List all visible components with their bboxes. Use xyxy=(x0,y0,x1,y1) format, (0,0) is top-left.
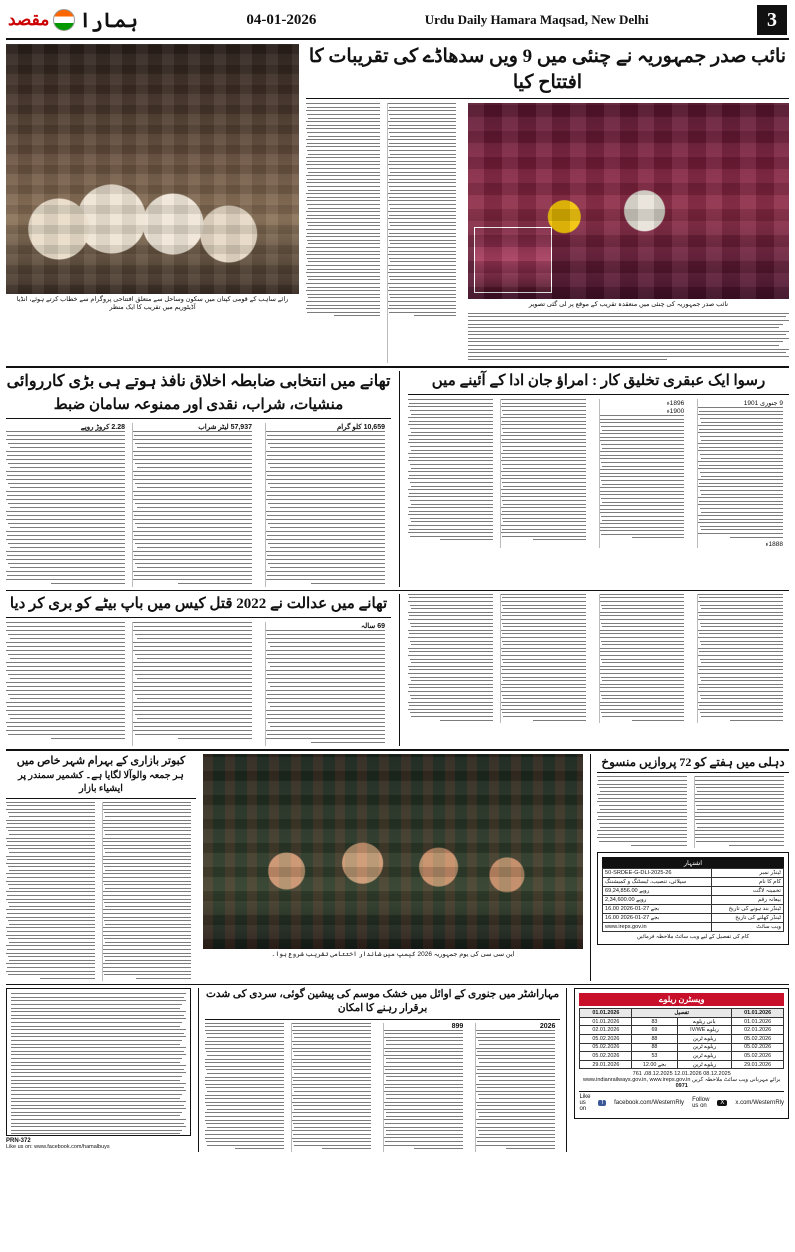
wr-r2c3: 05.02.2026 xyxy=(732,1035,784,1044)
rusva-date-4: 1888ء xyxy=(765,541,783,549)
flights-body-col2 xyxy=(695,776,785,845)
tender-label-2: تخمینہ لاگت xyxy=(711,887,783,896)
wr-note: 761 ،08.12.2025 12.01.2026 08.12.2025 xyxy=(632,1071,731,1078)
prn-code: PRN-372 xyxy=(6,1138,31,1145)
tender-label-5: ٹینڈر کھلنے کی تاریخ xyxy=(711,914,783,923)
wr-r1c0: 02.01.2026 xyxy=(580,1026,632,1035)
lead-photo-left-caption: رائے ساہب کے قومی کپتان میں سکون وساحل سے متعلق افتتاحی پروگرام سے خطاب کرتے ہوئے، انڈیا آڈیٹوریم میں تقریب کا ایک منظر xyxy=(16,296,289,312)
wr-r3c0: 05.02.2026 xyxy=(580,1043,632,1052)
tender-value-4: 16.00 بجے 27-01-2026 xyxy=(603,905,712,914)
police-body-col3 xyxy=(266,431,385,584)
tender-notice xyxy=(597,852,789,945)
court-body-col2 xyxy=(133,622,252,739)
police-body-col1 xyxy=(6,431,125,584)
cadets-photo xyxy=(203,754,583,949)
page-number: 3 xyxy=(757,5,787,35)
logo-right-text: ہمارا xyxy=(79,9,138,32)
rusva-date-1: 1896ء xyxy=(666,400,685,408)
table-row xyxy=(603,923,784,932)
wr-r2c1: 88 xyxy=(632,1035,677,1044)
market-body-col1 xyxy=(6,802,95,979)
coldwave-fact-2: 2026 xyxy=(539,1022,556,1030)
publication-title: Urdu Daily Hamara Maqsad, New Delhi xyxy=(424,12,649,27)
rusva-body-col2 xyxy=(501,399,586,540)
publication-logo xyxy=(8,8,138,33)
police-raid-headline: تھانے میں انتخابی ضابطہ اخلاق نافذ ہوتے ہی بڑی کارروائی xyxy=(6,373,391,391)
police-body-col2 xyxy=(133,431,252,584)
facebook-handle[interactable]: facebook.com/WesternRly xyxy=(614,1100,685,1107)
table-row xyxy=(580,1026,784,1035)
wr-r2c2: ریلوے ٹرین xyxy=(677,1035,732,1044)
cadets-photo-wrap xyxy=(203,754,583,981)
wr-header-date-1: 01.01.2026 xyxy=(580,1009,632,1018)
table-row xyxy=(580,1017,784,1026)
wr-r0c1: 83 xyxy=(632,1017,677,1026)
wr-r5c2: ریلوے ٹرین xyxy=(677,1060,732,1069)
wr-r2c0: 05.02.2026 xyxy=(580,1035,632,1044)
masthead xyxy=(6,4,789,40)
wr-code: 0971 xyxy=(675,1083,688,1090)
table-row xyxy=(603,869,784,878)
coldwave-headline: مہاراشٹر میں جنوری کے اوائل میں خشک موسم کی پیشین گوئی، سردی کی شدت برقرار رہنے کا امکان xyxy=(205,988,561,1019)
social-footer xyxy=(579,1091,784,1114)
lead-photo-right-caption: نائب صدر جمہوریہ کی چنئی میں منعقدہ تقریب کے موقع پر لی گئی تصویر xyxy=(528,301,729,309)
tender-table xyxy=(602,868,784,932)
tender-value-5: 16.00 بجے 27-01-2026 xyxy=(603,914,712,923)
inset-photo xyxy=(474,227,552,293)
classified-ad-left xyxy=(6,988,191,1136)
flights-body-col1 xyxy=(597,776,687,845)
tender-value-3: 2,34,600.00 روپے xyxy=(603,896,712,905)
tender-label-0: ٹینڈر نمبر xyxy=(711,869,783,878)
table-row xyxy=(603,896,784,905)
rusva-body-col4 xyxy=(698,407,783,537)
tender-label-3: بیعانہ رقم xyxy=(711,896,783,905)
logo-left-text: مقصد xyxy=(8,10,50,29)
tender-value-1: سپلائی، تنصیب، ٹیسٹنگ و کمیشننگ xyxy=(603,878,712,887)
wr-r4c2: ریلوے ٹرین xyxy=(677,1052,732,1061)
rusva-cont-col3 xyxy=(600,594,685,721)
follow-us-label: Follow us on xyxy=(692,1097,710,1110)
coldwave-fact-1: 899 xyxy=(451,1022,464,1030)
cadets-photo-caption: این سی سی کی یوم جمہوریہ 2026 کیمپ میں شاندار اختتامی تقریب شروع ہوا۔ xyxy=(271,951,515,959)
wr-r0c3: 01.01.2026 xyxy=(732,1017,784,1026)
footer-left-note: Like us on: www.facebook.com/hamalbuys xyxy=(6,1144,110,1151)
western-railway-notice xyxy=(574,988,789,1119)
coldwave-col3 xyxy=(384,1030,463,1150)
rusva-cont-col4 xyxy=(698,594,783,721)
court-body-col1 xyxy=(6,622,125,739)
tender-value-2: 69,24,856.00 روپے xyxy=(603,887,712,896)
rusva-cont-col1 xyxy=(408,594,493,721)
tender-label-4: ٹینڈر بند ہونے کی تاریخ xyxy=(711,905,783,914)
rusva-date-2: 1900ء xyxy=(666,408,685,416)
flag-badge-icon xyxy=(53,9,75,31)
tender-footer: کام کی تفصیل کے لیے ویب سائٹ ملاحظہ فرمائیں xyxy=(636,934,750,941)
rusva-cont-col2 xyxy=(501,594,586,721)
table-row xyxy=(603,914,784,923)
western-railway-title: ویسٹرن ریلوے xyxy=(579,993,784,1006)
wr-r5c0: 29.01.2026 xyxy=(580,1060,632,1069)
police-fact-2: 57,937 لیٹر شراب xyxy=(198,423,252,431)
lead-headline: نائب صدر جمہوریہ نے چنئی میں 9 ویں سدھاڈے کی تقریبات کا افتتاح کیا xyxy=(306,44,789,99)
wr-r0c2: بانی ریلوے xyxy=(677,1017,732,1026)
x-handle[interactable]: x.com/WesternRly xyxy=(735,1100,784,1107)
coldwave-col4 xyxy=(476,1030,555,1150)
police-fact-3: 10,659 کلو گرام xyxy=(336,423,385,431)
classified-ad-body xyxy=(11,993,186,1136)
flights-headline: دہلی میں ہفتے کو 72 پروازیں منسوخ xyxy=(597,754,789,773)
court-body-col3 xyxy=(266,630,385,743)
rusva-body-col3 xyxy=(600,415,685,538)
coldwave-col2 xyxy=(292,1023,371,1150)
police-raid-subhead: منشیات، شراب، نقدی اور ممنوعہ سامان ضبط xyxy=(6,395,391,419)
western-railway-table xyxy=(579,1008,784,1069)
court-fact-1: 69 سالہ xyxy=(361,623,385,631)
table-row xyxy=(580,1043,784,1052)
table-row xyxy=(580,1035,784,1044)
wr-r4c0: 05.02.2026 xyxy=(580,1052,632,1061)
market-headline: کبوتر بازاری کے بہرام شہر خاص میں xyxy=(16,755,186,768)
rusva-date-3: 9 جنوری 1901 xyxy=(743,400,783,408)
wr-header-date-2: 01.01.2026 xyxy=(732,1009,784,1018)
wr-r5c3: 29.01.2026 xyxy=(732,1060,784,1069)
lead-photo-left-wrap xyxy=(6,44,299,363)
facebook-icon[interactable]: f xyxy=(598,1100,606,1106)
rusva-headline: رسوا ایک عبقری تخلیق کار : امراؤ جان ادا کے آئینے میں xyxy=(408,371,789,395)
stage-ceremony-photo xyxy=(468,103,789,299)
lead-body-col3 xyxy=(468,313,789,361)
audience-photo xyxy=(6,44,299,294)
table-row xyxy=(603,887,784,896)
rusva-body-col1 xyxy=(408,399,493,540)
wr-r1c3: 02.01.2026 xyxy=(732,1026,784,1035)
wr-r3c3: 05.02.2026 xyxy=(732,1043,784,1052)
tender-header: اشتہار xyxy=(602,857,784,868)
wr-r4c3: 05.02.2026 xyxy=(732,1052,784,1061)
tender-value-0: 50-SRDEE-G-DLI-2025-26 xyxy=(603,869,712,878)
tender-label-6: ویب سائٹ xyxy=(711,923,783,932)
x-icon[interactable]: X xyxy=(717,1100,727,1106)
wr-r5c1: 12.00 بجے xyxy=(632,1060,677,1069)
wr-r1c2: IV/WE ریلوے xyxy=(677,1026,732,1035)
coldwave-col1 xyxy=(205,1023,284,1150)
wr-r1c1: 69 xyxy=(632,1026,677,1035)
like-us-label: Like us on xyxy=(579,1094,591,1113)
tender-value-6[interactable]: www.ireps.gov.in xyxy=(603,923,712,932)
wr-r4c1: 53 xyxy=(632,1052,677,1061)
wr-r3c2: ریلوے ٹرین xyxy=(677,1043,732,1052)
wr-r0c0: 01.01.2026 xyxy=(580,1017,632,1026)
court-case-headline: تھانے میں عدالت نے 2022 قتل کیس میں باپ بیٹے کو بری کر دیا xyxy=(6,594,391,618)
table-row xyxy=(580,1052,784,1061)
wr-r3c1: 88 xyxy=(632,1043,677,1052)
table-row xyxy=(580,1060,784,1069)
market-body-col2 xyxy=(103,802,192,979)
lead-body-col2 xyxy=(388,103,456,316)
table-row xyxy=(603,905,784,914)
wr-header-desc: تفصیل xyxy=(632,1009,732,1018)
table-header-row xyxy=(580,1009,784,1018)
table-row xyxy=(603,878,784,887)
issue-date: 04-01-2026 xyxy=(246,11,317,28)
police-fact-1: 2.28 کروڑ روپے xyxy=(80,423,125,431)
tender-label-1: کام کا نام xyxy=(711,878,783,887)
lead-body-col1 xyxy=(306,103,380,316)
wr-note-2[interactable]: برائے مہربانی ویب سائٹ ملاحظہ کریں www.indianrailways.gov.in, www.ireps.gov.in xyxy=(582,1077,781,1084)
market-subhead: ہر جمعہ والوآلا لگایا ہے۔ کشمیر سمندر پر ایشیاء بازار xyxy=(6,770,196,799)
